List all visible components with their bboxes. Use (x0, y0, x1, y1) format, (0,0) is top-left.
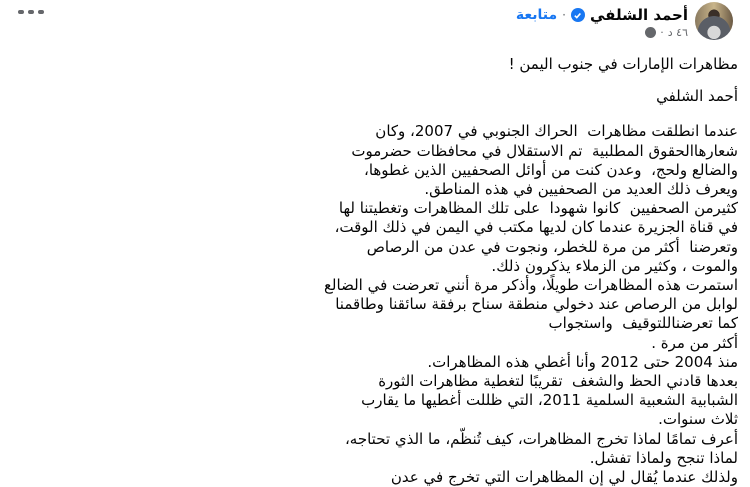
post-line: الشبابية الشعبية السلمية 2011، التي ظللت أغطيها ما يقارب (361, 391, 738, 410)
post-line: لماذا تنجح ولماذا تفشل. (589, 448, 738, 467)
post-line: بعدها قادني الحظ والشغف تقريبًا لتغطية مظاهرات الثورة (378, 372, 738, 391)
post-byline: أحمد الشلفي (656, 87, 738, 106)
verified-badge-icon (571, 8, 585, 22)
post-line: في قناة الجزيرة عندما كان لديها مكتب في اليمن في ذلك الوقت، (334, 218, 738, 237)
post-line: ويعرف ذلك العديد من الصحفيين في هذه المناطق. (424, 180, 738, 199)
post-line: كما تعرضناللتوقيف واستجواب (548, 314, 738, 333)
dot-icon (38, 10, 44, 14)
follow-button[interactable]: متابعة (515, 7, 558, 23)
globe-icon (645, 27, 656, 38)
dot-icon (28, 10, 34, 14)
post-line: أكثر من مرة . (651, 333, 738, 352)
post-line: والموت ، وكثير من الزملاء يذكرون ذلك. (491, 256, 738, 275)
post-line: منذ 2004 حتى 2012 وأنا أغطي هذه المظاهرات. (427, 352, 738, 371)
timestamp[interactable]: ٤٦ د (667, 26, 688, 39)
post-line: شعارهاالحقوق المطلبية تم الاستقلال في محافظات حضرموت (351, 141, 738, 160)
post-line: عندما انطلقت مظاهرات الحراك الجنوبي في 2007، وكان (375, 122, 738, 141)
post-line: لوابل من الرصاص عند دخولي منطقة سناح برفقة سائقنا وطاقمنا (335, 295, 738, 314)
post-line: استمرت هذه المظاهرات طويلًا، وأذكر مرة أنني تعرضت في الضالع (323, 276, 738, 295)
post-header (0, 0, 750, 48)
post-title: مظاهرات الإمارات في جنوب اليمن ! (508, 55, 738, 73)
avatar[interactable] (695, 2, 733, 40)
post-line: وتعرضنا أكثر من مرة للخطر، ونجوت في عدن من الرصاص (366, 237, 738, 256)
post-meta (645, 26, 688, 39)
post-line: أعرف تمامًا لماذا تخرج المظاهرات، كيف تُنظّم، ما الذي تحتاجه، (344, 429, 738, 448)
author-name[interactable]: أحمد الشلفي (589, 6, 688, 24)
post-body (18, 48, 738, 487)
post-line: كثيرمن الصحفيين كانوا شهودا على تلك المظاهرات وتغطيتنا لها (338, 199, 738, 218)
separator-dot: · (660, 26, 664, 39)
post-line: ثلاث سنوات. (658, 410, 738, 429)
separator-dot: · (562, 8, 566, 22)
dot-icon (18, 10, 24, 14)
post-line: ولذلك عندما يُقال لي إن المظاهرات التي تخرج في عدن (390, 468, 738, 487)
post-line: والضالع ولحج، وعدن كنت من أوائل الصحفيين الذين غطوها، (363, 160, 738, 179)
more-options-button[interactable] (18, 10, 44, 14)
author-row (516, 6, 688, 24)
